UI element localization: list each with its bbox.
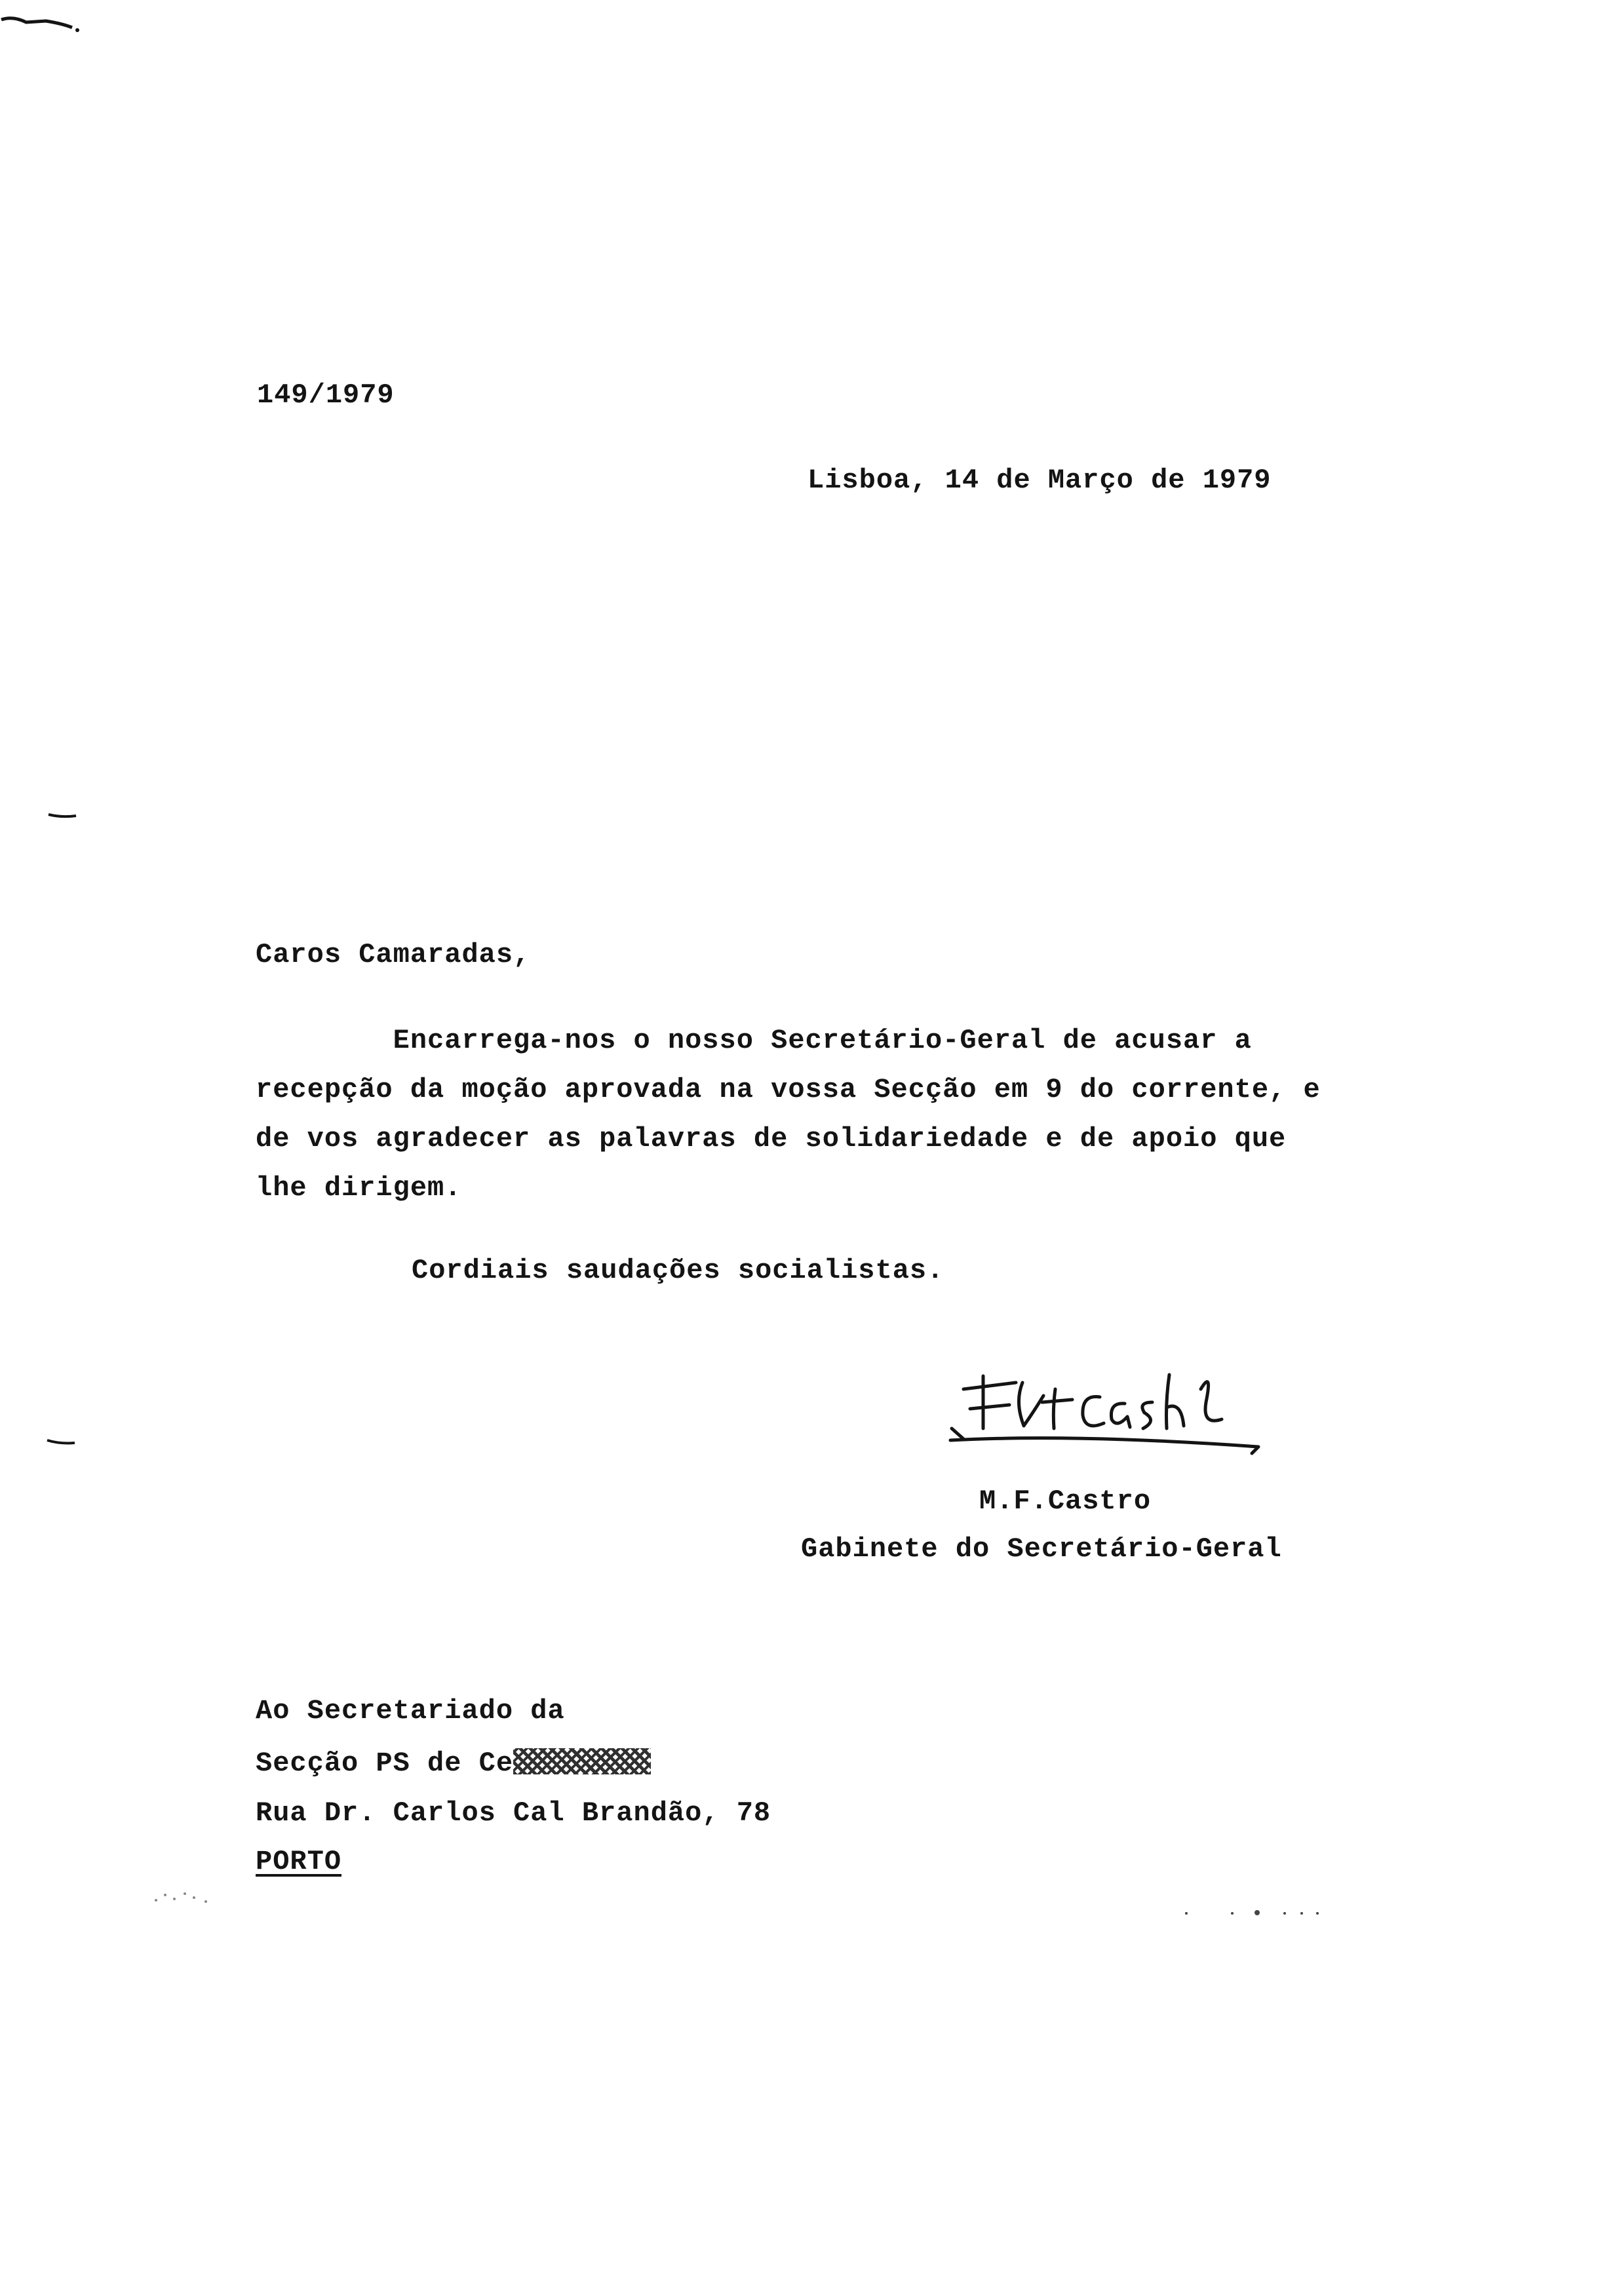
body-line-4: lhe dirigem. bbox=[256, 1172, 462, 1204]
body-line-1: Encarrega-nos o nosso Secretário-Geral de acusar a bbox=[256, 1025, 1252, 1056]
signatory-office: Gabinete do Secretário-Geral bbox=[801, 1533, 1282, 1565]
address-line-2-text: Secção PS de Ce bbox=[256, 1748, 514, 1779]
address-line-1: Ao Secretariado da bbox=[256, 1695, 565, 1727]
address-city: PORTO bbox=[256, 1846, 342, 1877]
place-date: Lisboa, 14 de Março de 1979 bbox=[808, 465, 1272, 496]
signatory-name: M.F.Castro bbox=[979, 1485, 1152, 1517]
reference-number: 149/1979 bbox=[257, 379, 395, 411]
handwritten-signature bbox=[944, 1363, 1272, 1461]
punch-mark-upper bbox=[47, 813, 80, 819]
redacted-text bbox=[513, 1748, 651, 1774]
body-line-3: de vos agradecer as palavras de solidariedade e de apoio que bbox=[256, 1123, 1287, 1155]
scan-speckle-right bbox=[1180, 1907, 1337, 1920]
body-line-2: recepção da moção aprovada na vossa Secção em 9 do corrente, e bbox=[256, 1074, 1321, 1105]
scan-speckle bbox=[151, 1887, 229, 1907]
closing: Cordiais saudações socialistas. bbox=[412, 1255, 944, 1286]
address-line-2 bbox=[256, 1748, 651, 1777]
salutation: Caros Camaradas, bbox=[256, 939, 531, 970]
scan-mark-top-left bbox=[0, 13, 85, 33]
punch-mark-lower bbox=[46, 1439, 79, 1445]
address-line-3: Rua Dr. Carlos Cal Brandão, 78 bbox=[256, 1797, 771, 1829]
